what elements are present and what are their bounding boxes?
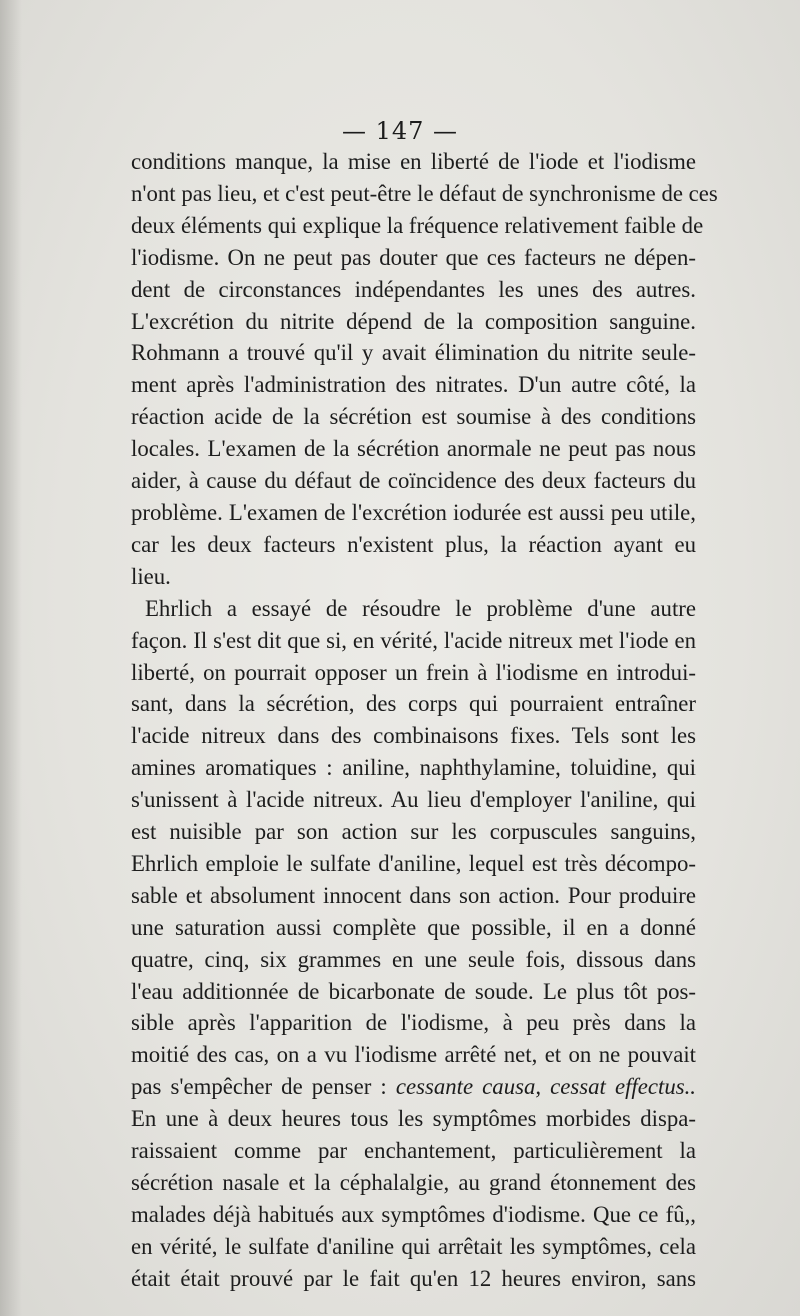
italic-quote: cessante causa, cessat effectus.. (395, 1074, 697, 1100)
binding-shadow (0, 0, 22, 1316)
text-line: lieu. (131, 563, 171, 589)
text-line: l'iodisme. On ne peut pas douter que ces facteurs ne dépen- (131, 244, 696, 270)
page-number: — 147 — (341, 117, 459, 145)
text-line: s'unissent à l'acide nitreux. Au lieu d'employer l'aniline, qui (131, 787, 696, 813)
text-line: deux éléments qui explique la fréquence relativement faible de (131, 212, 704, 238)
text-line: en vérité, le sulfate d'aniline qui arrêtait les symptômes, cela (131, 1233, 696, 1259)
text-line: réaction acide de la sécrétion est soumise à des conditions (131, 404, 696, 430)
text-line: locales. L'examen de la sécrétion anormale ne peut pas nous (131, 436, 696, 462)
text-line: aider, à cause du défaut de coïncidence des deux facteurs du (131, 468, 696, 494)
text-line: dent de circonstances indépendantes les unes des autres. (131, 276, 696, 302)
text-line: Ehrlich emploie le sulfate d'aniline, lequel est très décompo- (131, 850, 696, 876)
text-line: car les deux facteurs n'existent plus, la réaction ayant eu (131, 531, 696, 557)
text-line: sable et absolument innocent dans son action. Pour produire (131, 882, 696, 908)
text-line: façon. Il s'est dit que si, en vérité, l'acide nitreux met l'iode en (131, 627, 696, 653)
text-line: conditions manque, la mise en liberté de l'iode et l'iodisme (131, 149, 696, 174)
text-line: une saturation aussi complète que possible, il en a donné (131, 914, 696, 940)
text-line: sible après l'apparition de l'iodisme, à peu près dans la (131, 1010, 696, 1036)
text-line: L'excrétion du nitrite dépend de la composition sanguine. (131, 308, 696, 334)
text-line: sant, dans la sécrétion, des corps qui pourraient entraîner (131, 691, 696, 717)
text-line: l'acide nitreux dans des combinaisons fixes. Tels sont les (131, 723, 696, 749)
text-line: l'eau additionnée de bicarbonate de soude. Le plus tôt pos- (131, 978, 696, 1004)
body-text (131, 146, 718, 1295)
text-line: moitié des cas, on a vu l'iodisme arrêté net, et on ne pouvait (131, 1042, 696, 1068)
text-line: n'ont pas lieu, et c'est peut-être le défaut de synchronisme de ces (131, 180, 718, 206)
text-line: ment après l'administration des nitrates. D'un autre côté, la (131, 372, 696, 398)
text-line: liberté, on pourrait opposer un frein à l'iodisme en introdui- (131, 659, 696, 685)
text-line: amines aromatiques : aniline, naphthylamine, toluidine, qui (131, 755, 696, 781)
text-line: est nuisible par son action sur les corpuscules sanguins, (131, 819, 696, 845)
text-line: quatre, cinq, six grammes en une seule fois, dissous dans (131, 946, 696, 972)
text-line: sécrétion nasale et la céphalalgie, au grand étonnement des (131, 1170, 696, 1195)
text-segment: pas s'empêcher de penser : (131, 1074, 387, 1100)
text-line-with-italic (131, 1071, 696, 1103)
text-line: problème. L'examen de l'excrétion iodurée est aussi peu utile, (131, 499, 696, 525)
text-line: était était prouvé par le fait qu'en 12 heures environ, sans (131, 1265, 696, 1291)
text-line: Rohmann a trouvé qu'il y avait élimination du nitrite seule- (131, 340, 696, 366)
text-line: malades déjà habitués aux symptômes d'iodisme. Que ce fû,, (131, 1201, 696, 1227)
text-line: raissaient comme par enchantement, particulièrement la (131, 1138, 696, 1164)
paragraph-start-line: Ehrlich a essayé de résoudre le problème d'une autre (145, 595, 696, 621)
text-line: En une à deux heures tous les symptômes morbides dispa- (131, 1106, 696, 1132)
